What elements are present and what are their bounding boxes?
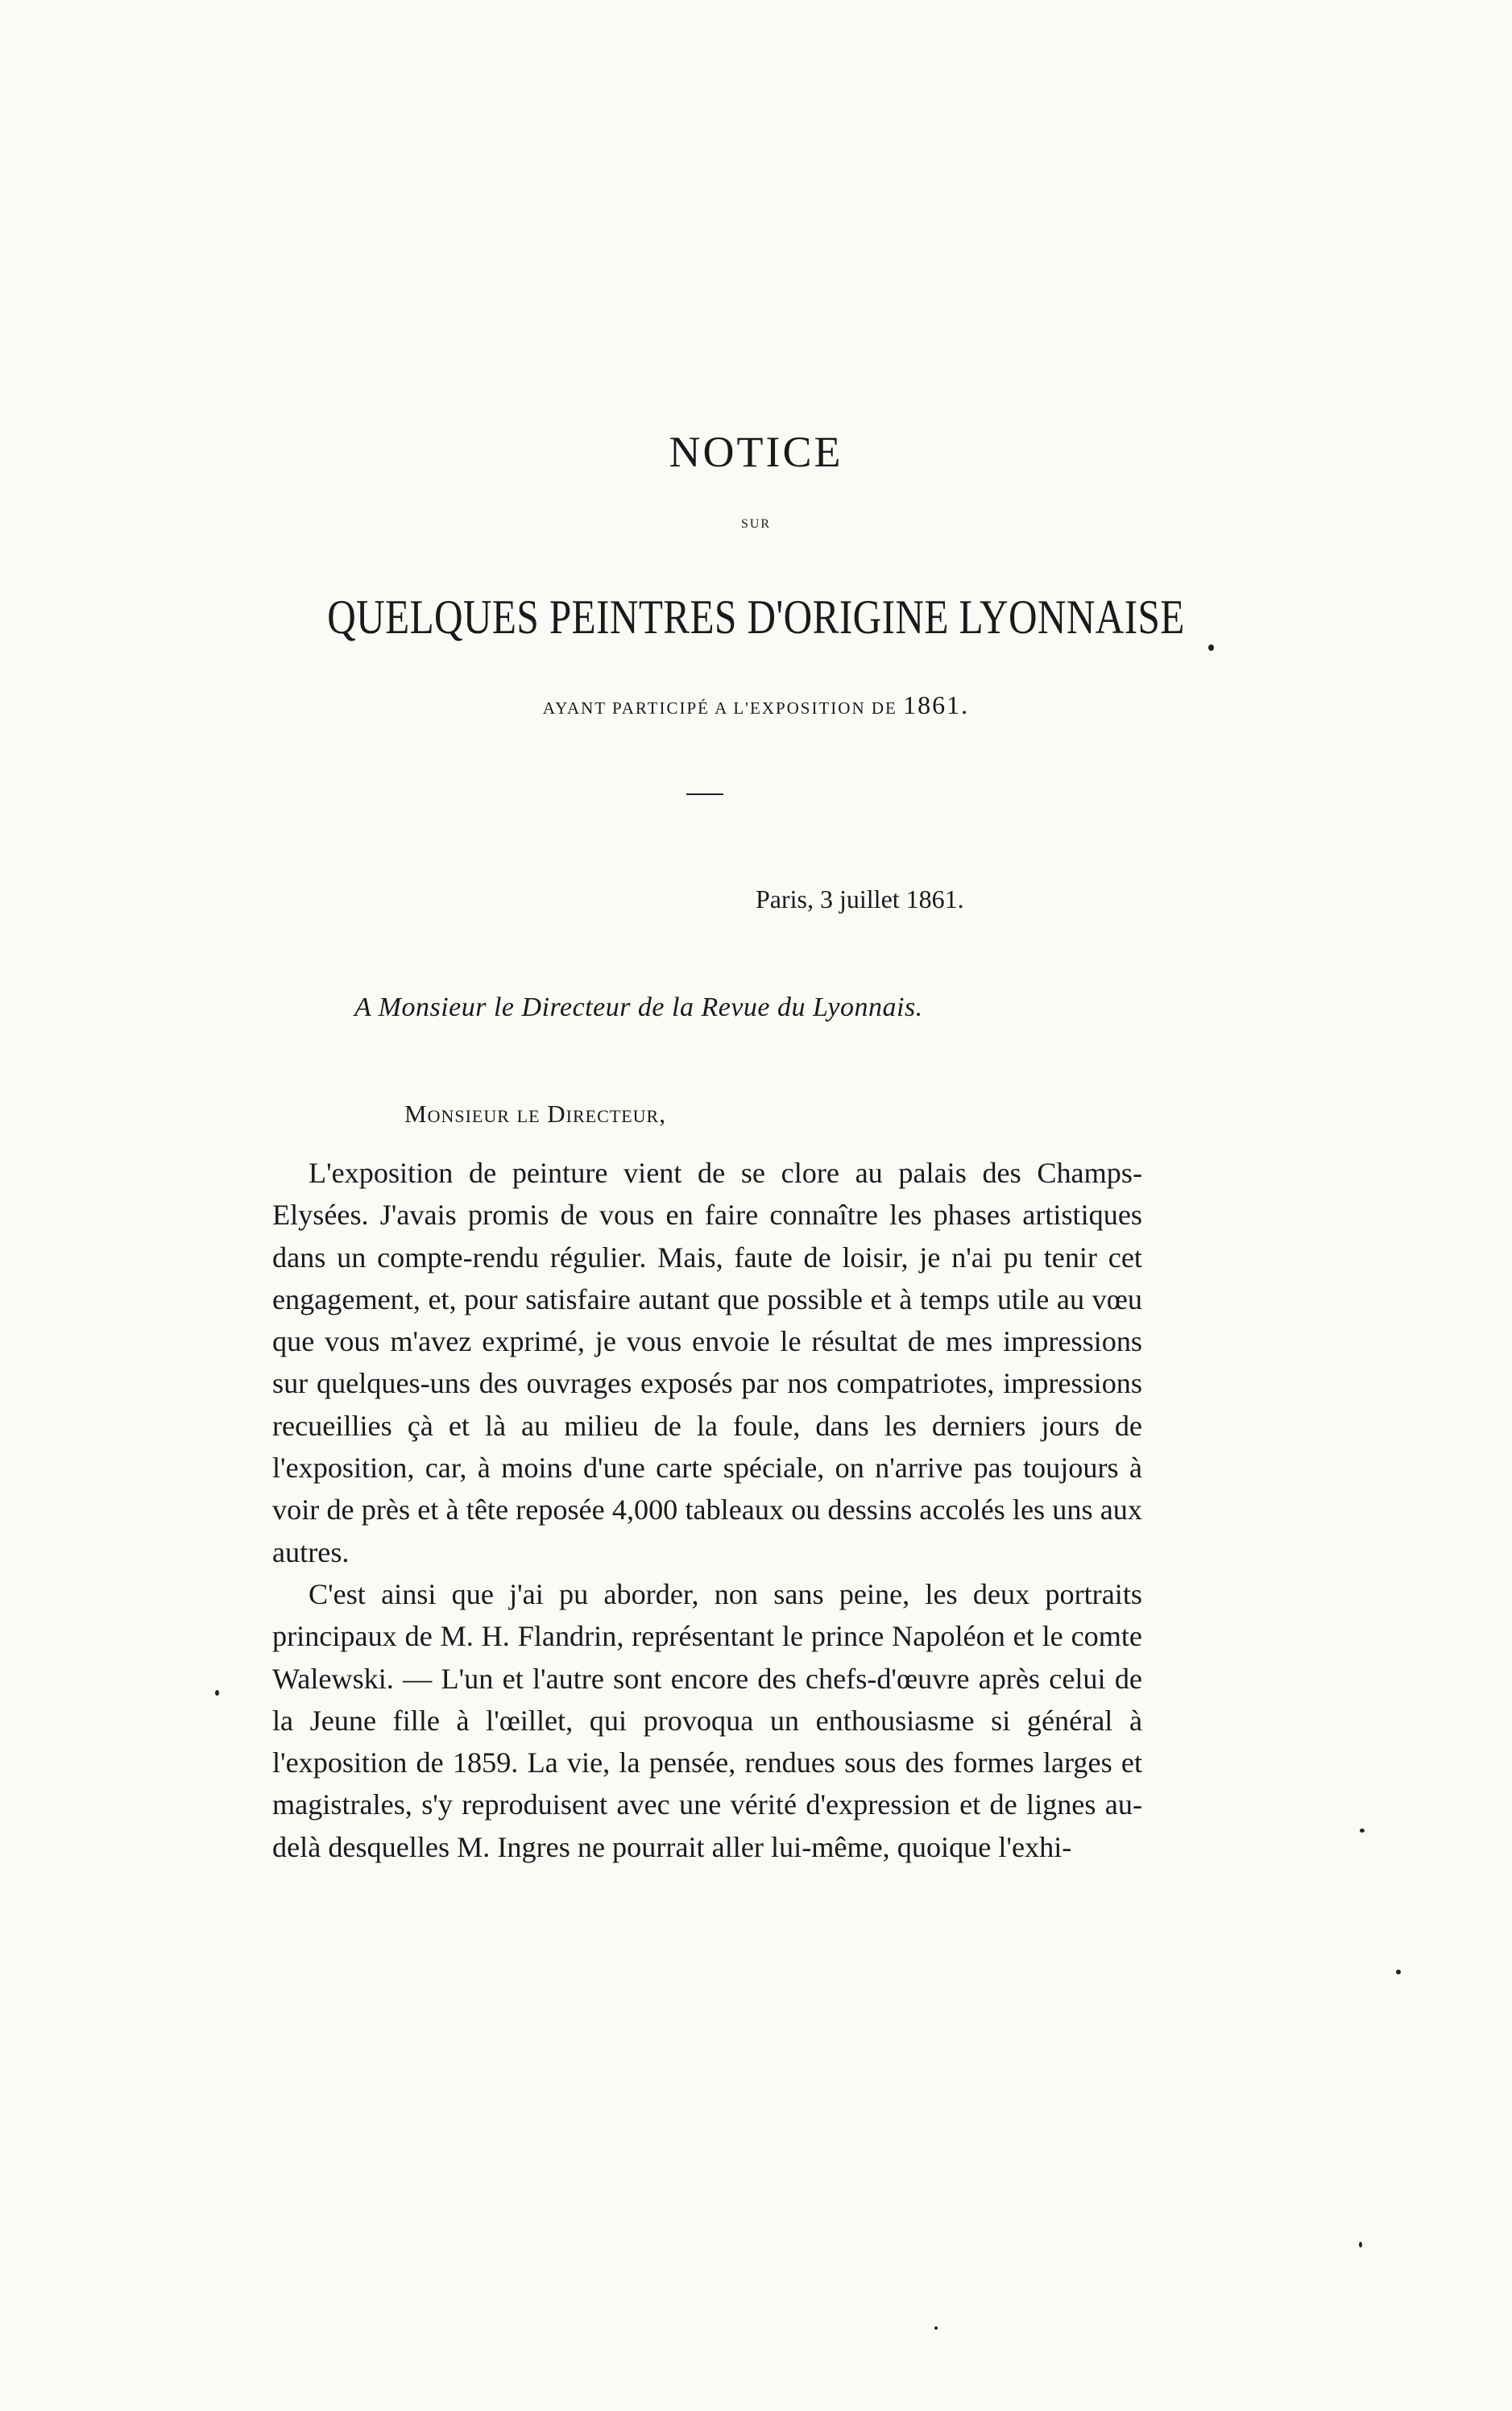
- speck: [1360, 1829, 1365, 1833]
- document-subtitle: QUELQUES PEINTRES D'ORIGINE LYONNAISE: [327, 590, 1185, 644]
- tagline-year: 1861.: [903, 690, 970, 719]
- body-paragraph-1: L'exposition de peinture vient de se clore au palais des Champs-Elysées. J'avais promis de vous en faire connaître les phases artistiques dans un compte-rendu régulier. Mais, faute de loisir, je n'ai pu tenir cet engagement, et, pour satisfaire autant que possible et à temps utile au vœu que vous m'avez exprimé, je vous envoie le résultat de mes impressions sur quelques-uns des ouvrages exposés par nos compatriotes, impressions recueillies çà et là au milieu de la foule, dans les derniers jours de l'exposition, car, à moins d'une carte spéciale, on n'arrive pas toujours à voir de près et à tête reposée 4,000 tableaux ou dessins accolés les uns aux autres.: [272, 1157, 1142, 1568]
- speck: [1208, 644, 1214, 651]
- letter-salutation: Monsieur le Directeur,: [404, 1100, 666, 1128]
- document-title: NOTICE: [669, 428, 843, 476]
- tagline-text: AYANT PARTICIPÉ A L'EXPOSITION DE: [542, 698, 897, 718]
- body-paragraph-2: C'est ainsi que j'ai pu aborder, non sans peine, les deux portraits principaux de M. H. Flandrin, représentant le prince Napoléon et le comte Walewski. — L'un et l'autre sont encore des chefs-d'œuvre après celui de la Jeune fille à l'œillet, qui provoqua un enthousiasme si général à l'exposition de 1859. La vie, la pensée, rendues sous des formes larges et magistrales, s'y reproduisent avec une vérité d'expression et de lignes au-delà desquelles M. Ingres ne pourrait aller lui-même, quoique l'exhi-: [272, 1577, 1142, 1863]
- letter-body: [272, 1152, 1142, 1868]
- dateline: Paris, 3 juillet 1861.: [756, 884, 964, 913]
- letter-address: A Monsieur le Directeur de la Revue du Lyonnais.: [354, 992, 923, 1022]
- speck: [1359, 2242, 1362, 2247]
- separator-rule: [686, 793, 723, 795]
- title-connector: SUR: [740, 517, 772, 531]
- speck: [215, 1690, 219, 1696]
- speck: [1396, 1970, 1401, 1974]
- speck: [934, 2326, 938, 2330]
- document-tagline: [0, 690, 1512, 720]
